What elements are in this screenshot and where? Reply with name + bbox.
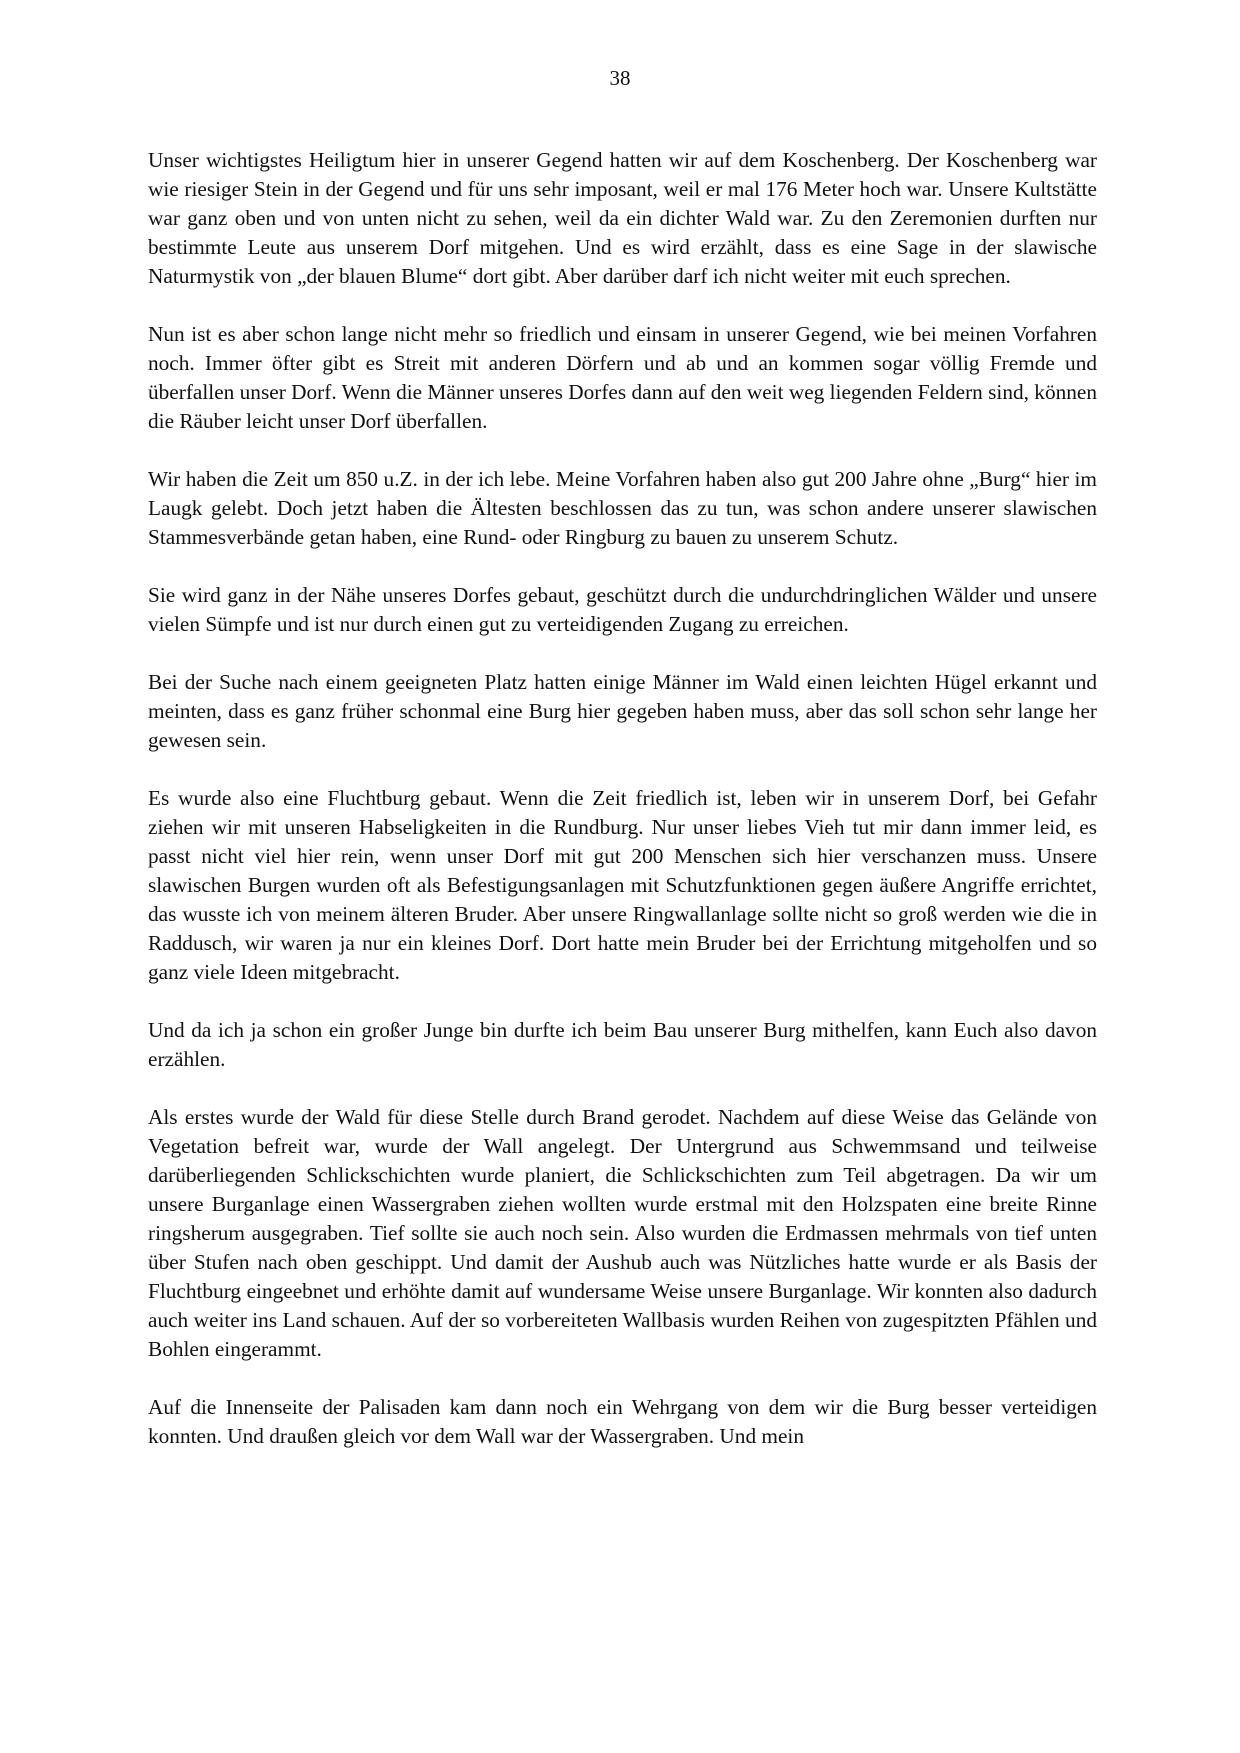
paragraph-unrest: Nun ist es aber schon lange nicht mehr so friedlich und einsam in unserer Gegend, wie bei meinen Vorfahren noch. Immer öfter gibt es Streit mit anderen Dörfern und ab und an kommen sogar völlig Fremde und überfallen unser Dorf. Wenn die Männer unseres Dorfes dann auf den weit weg liegenden Feldern sind, können die Räuber leicht unser Dorf überfallen. — [148, 322, 1097, 433]
paragraph-time-850: Wir haben die Zeit um 850 u.Z. in der ich lebe. Meine Vorfahren haben also gut 200 Jahre ohne „Burg“ hier im Laugk gelebt. Doch jetzt haben die Ältesten beschlossen das zu tun, was schon andere unserer slawischen Stammesverbände getan haben, eine Rund- oder Ringburg zu bauen zu unserem Schutz. — [148, 467, 1097, 549]
paragraph-koschenberg: Unser wichtigstes Heiligtum hier in unserer Gegend hatten wir auf dem Koschenberg. Der Koschenberg war wie riesiger Stein in der Gegend und für uns sehr imposant, weil er mal 176 Meter hoch war. Unsere Kultstätte war ganz oben und von unten nicht zu sehen, weil da ein dichter Wald war. Zu den Zeremonien durften nur bestimmte Leute aus unserem Dorf mitgehen. Und es wird erzählt, dass es eine Sage in der slawische Naturmystik von „der blauen Blume“ dort gibt. Aber darüber darf ich nicht weiter mit euch sprechen. — [148, 148, 1097, 288]
paragraph-helping: Und da ich ja schon ein großer Junge bin durfte ich beim Bau unserer Burg mithelfen, kann Euch also davon erzählen. — [148, 1018, 1097, 1071]
page-number: 38 — [609, 66, 631, 90]
paragraph-search-site: Bei der Suche nach einem geeigneten Platz hatten einige Männer im Wald einen leichten Hügel erkannt und meinten, dass es ganz früher schonmal eine Burg hier gegeben haben muss, aber das soll schon sehr lange her gewesen sein. — [148, 670, 1097, 752]
paragraph-location: Sie wird ganz in der Nähe unseres Dorfes gebaut, geschützt durch die undurchdringlichen Wälder und unsere vielen Sümpfe und ist nur durch einen gut zu verteidigenden Zugang zu erreichen. — [148, 583, 1097, 636]
paragraph-palisades: Auf die Innenseite der Palisaden kam dann noch ein Wehrgang von dem wir die Burg besser verteidigen konnten. Und draußen gleich vor dem Wall war der Wassergraben. Und mein — [148, 1395, 1097, 1448]
page-body — [148, 146, 1097, 1451]
paragraph-refuge-castle: Es wurde also eine Fluchtburg gebaut. Wenn die Zeit friedlich ist, leben wir in unserem Dorf, bei Gefahr ziehen wir mit unseren Habseligkeiten in die Rundburg. Nur unser liebes Vieh tut mir dann immer leid, es passt nicht viel hier rein, wenn unser Dorf mit gut 200 Menschen sich hier verschanzen muss. Unsere slawischen Burgen wurden oft als Befestigungsanlagen mit Schutzfunktionen gegen äußere Angriffe errichtet, das wusste ich von meinem älteren Bruder. Aber unsere Ringwallanlage sollte nicht so groß werden wie die in Raddusch, wir waren ja nur ein kleines Dorf. Dort hatte mein Bruder bei der Errichtung mitgeholfen und so ganz viele Ideen mitgebracht. — [148, 786, 1097, 984]
paragraph-construction: Als erstes wurde der Wald für diese Stelle durch Brand gerodet. Nachdem auf diese Weise das Gelände von Vegetation befreit war, wurde der Wall angelegt. Der Untergrund aus Schwemmsand und teilweise darüberliegenden Schlickschichten wurde planiert, die Schlickschichten zum Teil abgetragen. Da wir um unsere Burganlage einen Wassergraben ziehen wollten wurde erstmal mit den Holzspaten eine breite Rinne ringsherum ausgegraben. Tief sollte sie auch noch sein. Also wurden die Erdmassen mehrmals von tief unten über Stufen nach oben geschippt. Und damit der Aushub auch was Nützliches hatte wurde er als Basis der Fluchtburg eingeebnet und erhöhte damit auf wundersame Weise unsere Burganlage. Wir konnten also dadurch auch weiter ins Land schauen. Auf der so vorbereiteten Wallbasis wurden Reihen von zugespitzten Pfählen und Bohlen eingerammt. — [148, 1105, 1097, 1361]
